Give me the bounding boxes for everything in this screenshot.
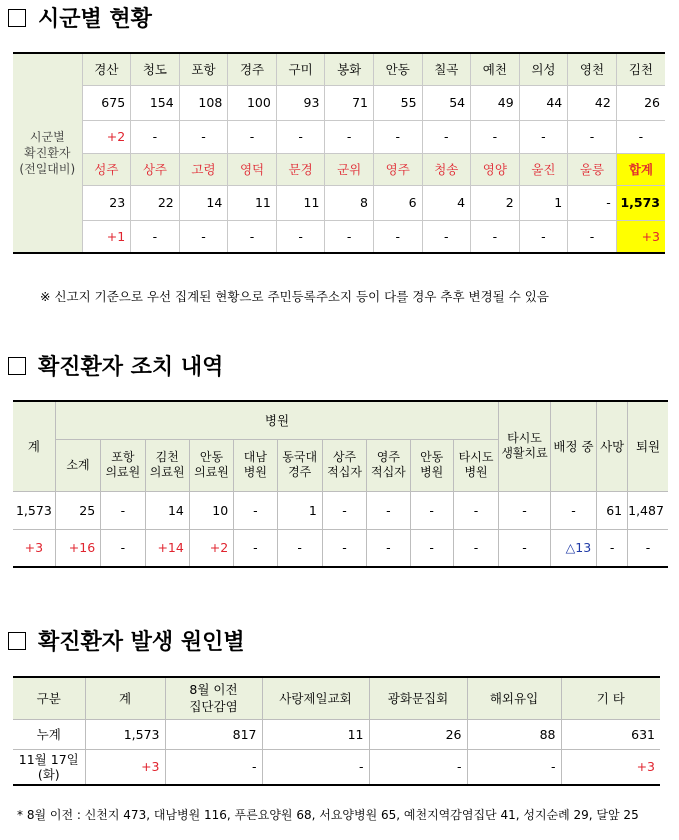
header-line: 의료원 <box>105 465 141 479</box>
change-cell: - <box>131 120 180 153</box>
header-line: 안동 <box>420 450 444 464</box>
region-name-cell: 군위 <box>325 153 374 185</box>
header-cell <box>369 677 467 719</box>
header-line: 상주 <box>332 450 357 464</box>
region-name-cell: 상주 <box>131 153 180 185</box>
date-line: 11월 17일 <box>18 751 79 767</box>
header-row <box>13 401 668 439</box>
checkbox-square-icon <box>8 9 26 27</box>
treatment-table <box>13 400 668 568</box>
data-cell: - <box>165 749 262 785</box>
data-cell: 1,573 <box>85 719 165 749</box>
header-cell <box>13 677 85 719</box>
count-cell: 4 <box>422 185 471 220</box>
table-row <box>13 220 665 253</box>
count-cell: 11 <box>228 185 277 220</box>
data-cell: 61 <box>597 491 628 529</box>
data-cell: - <box>499 529 551 567</box>
date-line: (화) <box>37 766 60 782</box>
data-cell: - <box>550 491 596 529</box>
change-cell: - <box>471 120 520 153</box>
change-cell: - <box>373 120 422 153</box>
header-hospital-sub <box>101 439 145 491</box>
count-cell: 55 <box>373 85 422 120</box>
region-name-cell: 합계 <box>616 153 665 185</box>
header-hospital-sub <box>367 439 410 491</box>
count-cell: 6 <box>373 185 422 220</box>
header-line: 기 타 <box>596 690 625 706</box>
data-cell: 631 <box>561 719 660 749</box>
checkbox-square-icon <box>8 632 26 650</box>
header-hospital-sub <box>277 439 322 491</box>
change-cell: +2 <box>82 120 131 153</box>
data-cell: 14 <box>145 491 189 529</box>
section2-title: 확진환자 조치 내역 <box>38 355 224 380</box>
section1-title: 시군별 현황 <box>38 7 152 32</box>
header-assigning: 배정 중 <box>550 401 596 491</box>
region-name-cell: 구미 <box>276 53 325 85</box>
count-cell: 93 <box>276 85 325 120</box>
data-cell: - <box>101 491 145 529</box>
data-cell: - <box>234 529 277 567</box>
header-line: 구분 <box>36 690 61 706</box>
checkbox-square-icon <box>8 357 26 375</box>
data-cell: - <box>499 491 551 529</box>
data-cell: 88 <box>467 719 561 749</box>
data-cell: 1,573 <box>13 491 55 529</box>
data-cell: +16 <box>55 529 100 567</box>
region-name-cell: 봉화 <box>325 53 374 85</box>
count-cell: 1 <box>519 185 568 220</box>
header-cell <box>165 677 262 719</box>
data-cell: - <box>453 529 498 567</box>
table-row <box>13 153 665 185</box>
region-name-cell: 포항 <box>179 53 228 85</box>
header-death: 사망 <box>597 401 628 491</box>
header-line: 의료원 <box>149 465 185 479</box>
header-line: 해외유입 <box>489 690 539 706</box>
row-label-line: 확진환자 <box>24 146 71 160</box>
region-name-cell: 영주 <box>373 153 422 185</box>
header-line: 광화문집회 <box>387 690 449 706</box>
region-name-cell: 예천 <box>471 53 520 85</box>
header-other-region <box>499 401 551 491</box>
data-cell: - <box>410 491 453 529</box>
table-row <box>13 749 660 785</box>
change-cell: - <box>471 220 520 253</box>
count-cell: 71 <box>325 85 374 120</box>
count-cell: 23 <box>82 185 131 220</box>
change-cell: - <box>519 220 568 253</box>
change-cell: - <box>179 120 228 153</box>
region-name-cell: 문경 <box>276 153 325 185</box>
header-line: 사랑제일교회 <box>279 690 352 706</box>
header-line: 경주 <box>288 465 312 479</box>
change-cell: - <box>325 120 374 153</box>
table-row <box>13 185 665 220</box>
count-cell: 1,573 <box>616 185 665 220</box>
header-line: 적십자 <box>327 465 362 479</box>
cause-table <box>13 676 660 786</box>
header-line: 타시도 <box>458 450 494 464</box>
header-line: 영주 <box>376 450 400 464</box>
change-cell: - <box>276 120 325 153</box>
region-name-cell: 영천 <box>568 53 617 85</box>
data-cell: +3 <box>561 749 660 785</box>
count-cell: 2 <box>471 185 520 220</box>
header-cell <box>262 677 369 719</box>
data-cell: +3 <box>85 749 165 785</box>
region-name-cell: 울릉 <box>568 153 617 185</box>
change-cell: - <box>131 220 180 253</box>
region-status-table <box>13 52 665 254</box>
region-name-cell: 청도 <box>131 53 180 85</box>
header-line: 계 <box>118 690 132 706</box>
count-cell: - <box>568 185 617 220</box>
header-line: 포항 <box>111 450 135 464</box>
change-cell: - <box>568 120 617 153</box>
header-line: 안동 <box>199 450 224 464</box>
change-cell: - <box>179 220 228 253</box>
data-cell: +2 <box>189 529 233 567</box>
table-row <box>13 529 668 567</box>
data-cell: - <box>101 529 145 567</box>
header-line: 의료원 <box>194 465 229 479</box>
header-cell <box>85 677 165 719</box>
region-name-cell: 김천 <box>616 53 665 85</box>
change-cell: - <box>422 120 471 153</box>
header-hospital-sub <box>55 439 100 491</box>
change-cell: - <box>568 220 617 253</box>
count-cell: 49 <box>471 85 520 120</box>
region-name-cell: 고령 <box>179 153 228 185</box>
header-cell <box>467 677 561 719</box>
header-line: 타시도 <box>507 431 542 446</box>
count-cell: 11 <box>276 185 325 220</box>
data-cell: 26 <box>369 719 467 749</box>
header-line: 김천 <box>155 450 179 464</box>
header-hospital-sub <box>322 439 366 491</box>
header-cell <box>561 677 660 719</box>
data-cell: 10 <box>189 491 233 529</box>
data-cell: 누계 <box>13 719 85 749</box>
region-name-cell: 영덕 <box>228 153 277 185</box>
table-row <box>13 85 665 120</box>
table-row <box>13 53 665 85</box>
section1-heading <box>8 2 152 33</box>
header-hospital-sub <box>189 439 233 491</box>
header-line: 소계 <box>66 457 90 472</box>
count-cell: 42 <box>568 85 617 120</box>
table-row <box>13 719 660 749</box>
change-cell: - <box>519 120 568 153</box>
count-cell: 44 <box>519 85 568 120</box>
change-cell: +1 <box>82 220 131 253</box>
section3-heading <box>8 625 245 656</box>
data-cell: - <box>234 491 277 529</box>
row-label-line: (전일대비) <box>19 162 76 176</box>
data-cell: - <box>369 749 467 785</box>
header-line: 병원 <box>464 465 488 479</box>
change-cell: - <box>228 120 277 153</box>
region-name-cell: 영양 <box>471 153 520 185</box>
header-hospital-sub <box>145 439 189 491</box>
header-line: 병원 <box>243 465 267 479</box>
change-cell: - <box>228 220 277 253</box>
count-cell: 14 <box>179 185 228 220</box>
data-cell: 817 <box>165 719 262 749</box>
section3-footnote: * 8월 이전 : 신천지 473, 대남병원 116, 푸른요양원 68, 서요양병원 65, 예천지역감염집단 41, 성지순례 29, 달앞 25 <box>17 808 639 822</box>
region-name-cell: 의성 <box>519 53 568 85</box>
change-cell: - <box>373 220 422 253</box>
header-hospital-sub <box>453 439 498 491</box>
change-cell: +3 <box>616 220 665 253</box>
region-name-cell: 성주 <box>82 153 131 185</box>
change-cell: - <box>276 220 325 253</box>
count-cell: 675 <box>82 85 131 120</box>
data-cell: +3 <box>13 529 55 567</box>
table-row <box>13 491 668 529</box>
data-cell: +14 <box>145 529 189 567</box>
section3-title: 확진환자 발생 원인별 <box>38 630 245 655</box>
region-name-cell: 안동 <box>373 53 422 85</box>
header-line: 적십자 <box>370 465 406 479</box>
region-name-cell: 청송 <box>422 153 471 185</box>
header-row <box>13 677 660 719</box>
section2-heading <box>8 350 223 381</box>
count-cell: 54 <box>422 85 471 120</box>
data-cell: - <box>262 749 369 785</box>
data-cell: - <box>467 749 561 785</box>
header-total: 계 <box>13 401 55 491</box>
header-discharge: 퇴원 <box>628 401 668 491</box>
count-cell: 26 <box>616 85 665 120</box>
date-label-cell <box>13 749 85 785</box>
data-cell: - <box>322 529 366 567</box>
count-cell: 108 <box>179 85 228 120</box>
header-line: 8월 이전 <box>189 682 238 698</box>
data-cell: - <box>597 529 628 567</box>
data-cell: - <box>322 491 366 529</box>
data-cell: 1 <box>277 491 322 529</box>
data-cell: △13 <box>550 529 596 567</box>
table-row <box>13 120 665 153</box>
header-hospital-sub <box>410 439 453 491</box>
count-cell: 100 <box>228 85 277 120</box>
region-name-cell: 칠곡 <box>422 53 471 85</box>
change-cell: - <box>422 220 471 253</box>
count-cell: 22 <box>131 185 180 220</box>
data-cell: - <box>367 529 410 567</box>
region-name-cell: 경산 <box>82 53 131 85</box>
data-cell: 25 <box>55 491 100 529</box>
data-cell: - <box>367 491 410 529</box>
row-label-cell <box>13 53 82 253</box>
count-cell: 8 <box>325 185 374 220</box>
header-hospital: 병원 <box>55 401 498 439</box>
header-line: 동국대 <box>282 450 318 464</box>
region-name-cell: 울진 <box>519 153 568 185</box>
section1-note: ※ 신고지 기준으로 우선 집계된 현황으로 주민등록주소지 등이 다를 경우 추후 변경될 수 있음 <box>40 289 549 304</box>
header-line: 집단감염 <box>189 699 238 715</box>
count-cell: 154 <box>131 85 180 120</box>
data-cell: - <box>628 529 668 567</box>
row-label-line: 시군별 <box>29 130 65 144</box>
data-cell: - <box>410 529 453 567</box>
header-hospital-sub <box>234 439 277 491</box>
data-cell: - <box>453 491 498 529</box>
data-cell: 11 <box>262 719 369 749</box>
data-cell: - <box>277 529 322 567</box>
header-line: 대남 <box>243 450 267 464</box>
change-cell: - <box>325 220 374 253</box>
header-line: 병원 <box>420 465 444 479</box>
header-line: 생활치료 <box>501 446 548 461</box>
change-cell: - <box>616 120 665 153</box>
region-name-cell: 경주 <box>228 53 277 85</box>
data-cell: 1,487 <box>628 491 668 529</box>
